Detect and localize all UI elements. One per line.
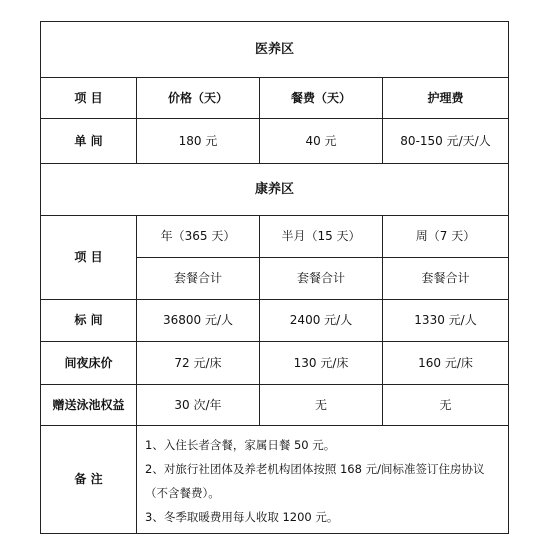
row-label-single-room: 单 间 [41, 119, 137, 164]
header-nursing: 护理费 [383, 78, 509, 119]
section-title-kangyang: 康养区 [41, 164, 509, 216]
row-label-nightly-bed-price: 间夜床价 [41, 342, 137, 385]
cell-value: 72 元/床 [137, 342, 260, 385]
header-price: 价格（天） [137, 78, 260, 119]
package-label: 套餐合计 [137, 258, 260, 300]
row-label-item: 项 目 [41, 216, 137, 300]
note-line: 3、冬季取暖费用每人收取 1200 元。 [145, 510, 339, 524]
notes-row [41, 426, 509, 534]
row-label-standard-room: 标 间 [41, 300, 137, 342]
note-line: 2、对旅行社团体及养老机构团体按照 168 元/间标准签订住房协议 [145, 462, 485, 476]
cell-value: 无 [260, 385, 383, 426]
table-row [41, 385, 509, 426]
section-title-row [41, 164, 509, 216]
cell-price: 180 元 [137, 119, 260, 164]
cell-value: 160 元/床 [383, 342, 509, 385]
cell-nursing: 80-150 元/天/人 [383, 119, 509, 164]
cell-value: 无 [383, 385, 509, 426]
note-line: （不含餐费）。 [145, 486, 220, 500]
notes-label: 备 注 [41, 426, 137, 534]
cell-value: 130 元/床 [260, 342, 383, 385]
table-row [41, 300, 509, 342]
notes-content [137, 426, 509, 534]
period-week: 周（7 天） [383, 216, 509, 258]
section-title-row [41, 22, 509, 78]
cell-meal: 40 元 [260, 119, 383, 164]
price-table [40, 21, 509, 534]
section-title-yiyang: 医养区 [41, 22, 509, 78]
period-row [41, 216, 509, 258]
period-year: 年（365 天） [137, 216, 260, 258]
cell-value: 1330 元/人 [383, 300, 509, 342]
cell-value: 2400 元/人 [260, 300, 383, 342]
note-line: 1、入住长者含餐，家属日餐 50 元。 [145, 438, 336, 452]
period-half-month: 半月（15 天） [260, 216, 383, 258]
package-label: 套餐合计 [260, 258, 383, 300]
package-label: 套餐合计 [383, 258, 509, 300]
table-row [41, 119, 509, 164]
table-row [41, 342, 509, 385]
cell-value: 36800 元/人 [137, 300, 260, 342]
row-label-pool-rights: 赠送泳池权益 [41, 385, 137, 426]
cell-value: 30 次/年 [137, 385, 260, 426]
header-row [41, 78, 509, 119]
header-item: 项 目 [41, 78, 137, 119]
header-meal: 餐费（天） [260, 78, 383, 119]
